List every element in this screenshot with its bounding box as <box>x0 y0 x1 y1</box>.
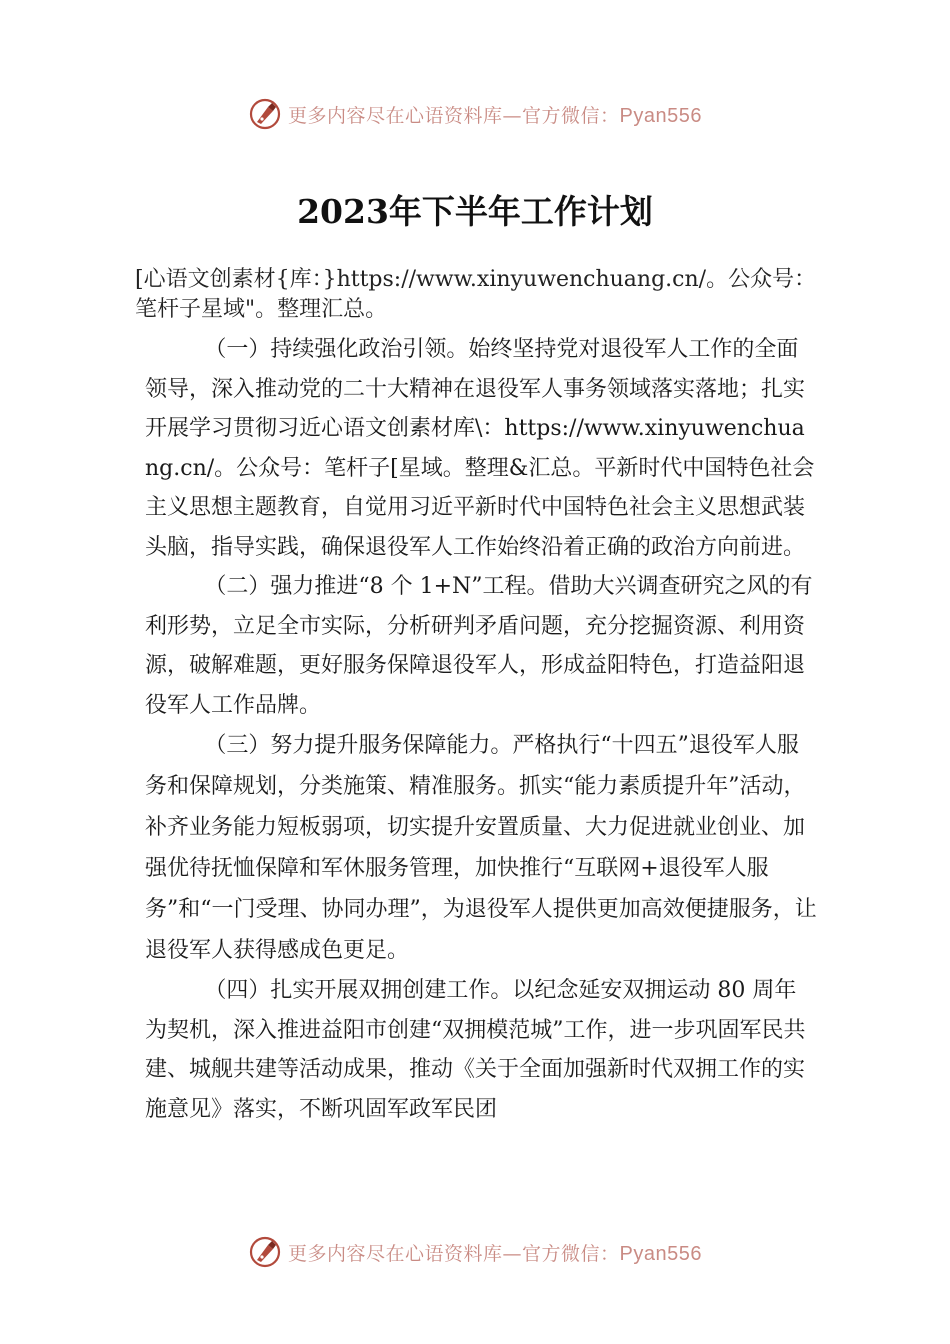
banner-text: 更多内容尽在心语资料库—官方微信：Pyan556 <box>288 1242 702 1265</box>
document-body <box>145 330 817 1129</box>
document-title: 2023年下半年工作计划 <box>297 192 653 231</box>
banner-text: 更多内容尽在心语资料库—官方微信：Pyan556 <box>288 104 702 127</box>
pen-nib-logo-icon <box>248 97 282 131</box>
pen-nib-logo-icon <box>248 1235 282 1269</box>
source-note: [心语文创素材{库：}https://www.xinyuwenchuang.cn/。公众号：笔杆子星域"。整理汇总。 <box>135 267 817 322</box>
footer-watermark-banner <box>0 1232 950 1272</box>
paragraph-2: （二）强力推进“8 个 1+N”工程。借助大兴调查研究之风的有利形势，立足全市实际，分析研判矛盾问题，充分挖掘资源、利用资源，破解难题，更好服务保障退役军人，形成益阳特色，打造益阳退役军人工作品牌。 <box>145 574 813 718</box>
paragraph-1: （一）持续强化政治引领。始终坚持党对退役军人工作的全面领导，深入推动党的二十大精神在退役军人事务领域落实落地；扎实开展学习贯彻习近心语文创素材库\：https://www.xinyuwenchuang.cn/。公众号：笔杆子[星域。整理&汇总。平新时代中国特色社会主义思想主题教育，自觉用习近平新时代中国特色社会主义思想武装头脑，指导实践，确保退役军人工作始终沿着正确的政治方向前进。 <box>145 337 815 560</box>
paragraph-3: （三）努力提升服务保障能力。严格执行“十四五”退役军人服务和保障规划，分类施策、精准服务。抓实“能力素质提升年”活动，补齐业务能力短板弱项，切实提升安置质量、大力促进就业创业、加强优待抚恤保障和军休服务管理，加快推行“互联网+退役军人服务”和“一门受理、协同办理”，为退役军人提供更加高效便捷服务，让退役军人获得感成色更足。 <box>145 733 817 963</box>
header-watermark-banner <box>0 94 950 134</box>
paragraph-4: （四）扎实开展双拥创建工作。以纪念延安双拥运动 80 周年为契机，深入推进益阳市创建“双拥模范城”工作，进一步巩固军民共建、城舰共建等活动成果，推动《关于全面加强新时代双拥工作的实施意见》落实，不断巩固军政军民团 <box>145 978 806 1122</box>
